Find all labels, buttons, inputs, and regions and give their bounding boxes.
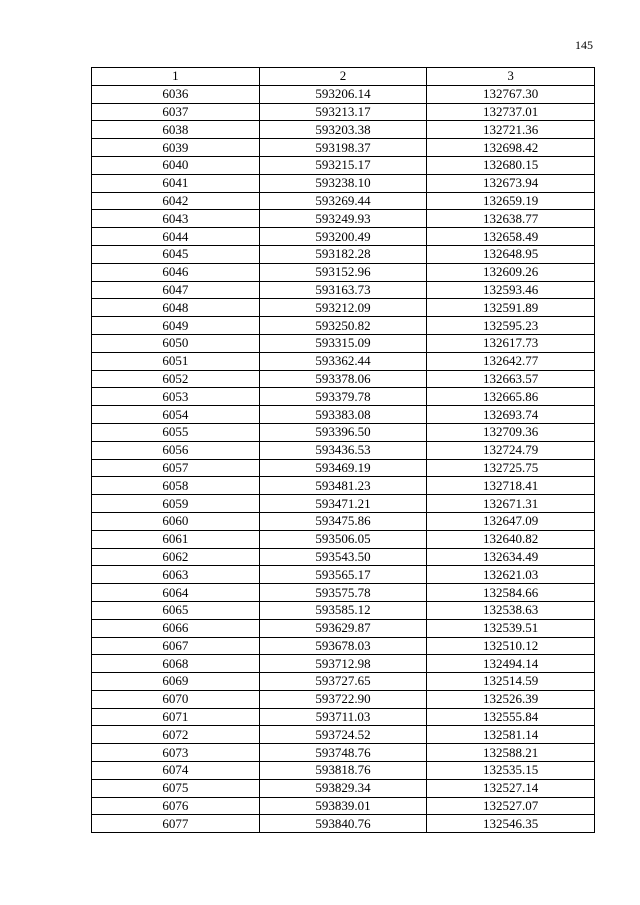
table-row bbox=[92, 584, 595, 602]
table-cell: 6044 bbox=[92, 228, 260, 246]
table-row bbox=[92, 352, 595, 370]
table-cell: 6059 bbox=[92, 495, 260, 513]
table-row bbox=[92, 673, 595, 691]
table-cell: 593200.49 bbox=[259, 228, 427, 246]
table-cell: 6069 bbox=[92, 673, 260, 691]
column-header-2: 2 bbox=[259, 68, 427, 86]
table-cell: 132680.15 bbox=[427, 156, 595, 174]
table-cell: 132510.12 bbox=[427, 637, 595, 655]
table-cell: 593383.08 bbox=[259, 406, 427, 424]
table-cell: 6057 bbox=[92, 459, 260, 477]
table-row bbox=[92, 530, 595, 548]
table-cell: 6046 bbox=[92, 263, 260, 281]
table-cell: 6066 bbox=[92, 619, 260, 637]
table-cell: 593212.09 bbox=[259, 299, 427, 317]
table-cell: 593829.34 bbox=[259, 779, 427, 797]
table-cell: 593840.76 bbox=[259, 815, 427, 833]
table-cell: 593585.12 bbox=[259, 601, 427, 619]
table-row bbox=[92, 317, 595, 335]
table-cell: 6054 bbox=[92, 406, 260, 424]
table-cell: 593250.82 bbox=[259, 317, 427, 335]
table-cell: 132693.74 bbox=[427, 406, 595, 424]
table-cell: 6045 bbox=[92, 245, 260, 263]
table-row bbox=[92, 228, 595, 246]
table-row bbox=[92, 423, 595, 441]
table-row bbox=[92, 566, 595, 584]
table-row bbox=[92, 103, 595, 121]
table-cell: 593436.53 bbox=[259, 441, 427, 459]
table-cell: 593378.06 bbox=[259, 370, 427, 388]
table-cell: 132617.73 bbox=[427, 334, 595, 352]
table-row bbox=[92, 299, 595, 317]
table-cell: 132648.95 bbox=[427, 245, 595, 263]
table-row bbox=[92, 548, 595, 566]
table-cell: 6058 bbox=[92, 477, 260, 495]
table-cell: 6036 bbox=[92, 85, 260, 103]
table-cell: 132527.14 bbox=[427, 779, 595, 797]
table-cell: 6041 bbox=[92, 174, 260, 192]
table-cell: 132535.15 bbox=[427, 762, 595, 780]
table-cell: 132494.14 bbox=[427, 655, 595, 673]
table-row bbox=[92, 477, 595, 495]
table-row bbox=[92, 726, 595, 744]
table-cell: 593269.44 bbox=[259, 192, 427, 210]
table-row bbox=[92, 815, 595, 833]
table-cell: 593238.10 bbox=[259, 174, 427, 192]
table-cell: 593198.37 bbox=[259, 139, 427, 157]
table-cell: 593475.86 bbox=[259, 512, 427, 530]
table-cell: 132709.36 bbox=[427, 423, 595, 441]
table-cell: 132539.51 bbox=[427, 619, 595, 637]
table-cell: 6065 bbox=[92, 601, 260, 619]
table-cell: 593471.21 bbox=[259, 495, 427, 513]
table-cell: 593712.98 bbox=[259, 655, 427, 673]
table-row bbox=[92, 708, 595, 726]
table-cell: 593575.78 bbox=[259, 584, 427, 602]
table-cell: 593818.76 bbox=[259, 762, 427, 780]
table-row bbox=[92, 762, 595, 780]
table-cell: 6040 bbox=[92, 156, 260, 174]
table-cell: 6050 bbox=[92, 334, 260, 352]
table-row bbox=[92, 406, 595, 424]
table-cell: 593727.65 bbox=[259, 673, 427, 691]
table-row bbox=[92, 495, 595, 513]
table-cell: 593481.23 bbox=[259, 477, 427, 495]
table-cell: 6051 bbox=[92, 352, 260, 370]
table-cell: 6074 bbox=[92, 762, 260, 780]
table-cell: 132737.01 bbox=[427, 103, 595, 121]
table-row bbox=[92, 388, 595, 406]
table-cell: 132591.89 bbox=[427, 299, 595, 317]
coordinates-table bbox=[91, 67, 595, 833]
table-cell: 593506.05 bbox=[259, 530, 427, 548]
table-cell: 132593.46 bbox=[427, 281, 595, 299]
table-cell: 6077 bbox=[92, 815, 260, 833]
table-row bbox=[92, 85, 595, 103]
table-cell: 132673.94 bbox=[427, 174, 595, 192]
table-cell: 593839.01 bbox=[259, 797, 427, 815]
table-row bbox=[92, 121, 595, 139]
table-cell: 6053 bbox=[92, 388, 260, 406]
table-cell: 132642.77 bbox=[427, 352, 595, 370]
table-row bbox=[92, 637, 595, 655]
table-cell: 6073 bbox=[92, 744, 260, 762]
table-cell: 132671.31 bbox=[427, 495, 595, 513]
table-row bbox=[92, 281, 595, 299]
table-cell: 132555.84 bbox=[427, 708, 595, 726]
table-row bbox=[92, 156, 595, 174]
table-cell: 6067 bbox=[92, 637, 260, 655]
table-cell: 593362.44 bbox=[259, 352, 427, 370]
page-number: 145 bbox=[575, 38, 593, 52]
table-row bbox=[92, 690, 595, 708]
table-cell: 132546.35 bbox=[427, 815, 595, 833]
table-cell: 132698.42 bbox=[427, 139, 595, 157]
table-cell: 132595.23 bbox=[427, 317, 595, 335]
table-cell: 132659.19 bbox=[427, 192, 595, 210]
table-cell: 593724.52 bbox=[259, 726, 427, 744]
table-cell: 132647.09 bbox=[427, 512, 595, 530]
table-cell: 6043 bbox=[92, 210, 260, 228]
table-cell: 6063 bbox=[92, 566, 260, 584]
table-cell: 132538.63 bbox=[427, 601, 595, 619]
table-cell: 593152.96 bbox=[259, 263, 427, 281]
table-cell: 593748.76 bbox=[259, 744, 427, 762]
table-cell: 132658.49 bbox=[427, 228, 595, 246]
table-cell: 593722.90 bbox=[259, 690, 427, 708]
table-cell: 6061 bbox=[92, 530, 260, 548]
table-row bbox=[92, 797, 595, 815]
table-cell: 132718.41 bbox=[427, 477, 595, 495]
table-row bbox=[92, 459, 595, 477]
table-cell: 6068 bbox=[92, 655, 260, 673]
table-row bbox=[92, 139, 595, 157]
table-cell: 132638.77 bbox=[427, 210, 595, 228]
table-cell: 6048 bbox=[92, 299, 260, 317]
table-cell: 593379.78 bbox=[259, 388, 427, 406]
column-header-1: 1 bbox=[92, 68, 260, 86]
table-cell: 6055 bbox=[92, 423, 260, 441]
column-header-3: 3 bbox=[427, 68, 595, 86]
table-cell: 593678.03 bbox=[259, 637, 427, 655]
table-cell: 6038 bbox=[92, 121, 260, 139]
table-cell: 132527.07 bbox=[427, 797, 595, 815]
table-cell: 132665.86 bbox=[427, 388, 595, 406]
table-cell: 132621.03 bbox=[427, 566, 595, 584]
table-cell: 593206.14 bbox=[259, 85, 427, 103]
table-cell: 593469.19 bbox=[259, 459, 427, 477]
table-cell: 132767.30 bbox=[427, 85, 595, 103]
table-cell: 593396.50 bbox=[259, 423, 427, 441]
table-cell: 132588.21 bbox=[427, 744, 595, 762]
table-cell: 132663.57 bbox=[427, 370, 595, 388]
table-row bbox=[92, 655, 595, 673]
table-row bbox=[92, 441, 595, 459]
table-cell: 132514.59 bbox=[427, 673, 595, 691]
table-row bbox=[92, 263, 595, 281]
table-cell: 6064 bbox=[92, 584, 260, 602]
table-cell: 132581.14 bbox=[427, 726, 595, 744]
table-cell: 593629.87 bbox=[259, 619, 427, 637]
table-row bbox=[92, 370, 595, 388]
table-body bbox=[92, 85, 595, 832]
table-cell: 6049 bbox=[92, 317, 260, 335]
table-row bbox=[92, 174, 595, 192]
table-cell: 593203.38 bbox=[259, 121, 427, 139]
table-row bbox=[92, 210, 595, 228]
table-row bbox=[92, 601, 595, 619]
table-cell: 6056 bbox=[92, 441, 260, 459]
table-cell: 593249.93 bbox=[259, 210, 427, 228]
table-cell: 593543.50 bbox=[259, 548, 427, 566]
table-cell: 132724.79 bbox=[427, 441, 595, 459]
table-cell: 132526.39 bbox=[427, 690, 595, 708]
table-row bbox=[92, 744, 595, 762]
table-row bbox=[92, 192, 595, 210]
table-header-row bbox=[92, 68, 595, 86]
table-cell: 6042 bbox=[92, 192, 260, 210]
table-cell: 6047 bbox=[92, 281, 260, 299]
table-row bbox=[92, 334, 595, 352]
table-cell: 6076 bbox=[92, 797, 260, 815]
table-cell: 132640.82 bbox=[427, 530, 595, 548]
table-cell: 593182.28 bbox=[259, 245, 427, 263]
table-row bbox=[92, 619, 595, 637]
table-cell: 593213.17 bbox=[259, 103, 427, 121]
table-cell: 6072 bbox=[92, 726, 260, 744]
table-cell: 593163.73 bbox=[259, 281, 427, 299]
table-cell: 6037 bbox=[92, 103, 260, 121]
table-cell: 6062 bbox=[92, 548, 260, 566]
table-cell: 6075 bbox=[92, 779, 260, 797]
table-cell: 132634.49 bbox=[427, 548, 595, 566]
table-cell: 6070 bbox=[92, 690, 260, 708]
table-cell: 593565.17 bbox=[259, 566, 427, 584]
table-cell: 132721.36 bbox=[427, 121, 595, 139]
table-row bbox=[92, 779, 595, 797]
table-cell: 593711.03 bbox=[259, 708, 427, 726]
table-row bbox=[92, 512, 595, 530]
table-cell: 6071 bbox=[92, 708, 260, 726]
table-cell: 132609.26 bbox=[427, 263, 595, 281]
table-cell: 6039 bbox=[92, 139, 260, 157]
table-cell: 132725.75 bbox=[427, 459, 595, 477]
table-cell: 593215.17 bbox=[259, 156, 427, 174]
table-cell: 593315.09 bbox=[259, 334, 427, 352]
table-cell: 132584.66 bbox=[427, 584, 595, 602]
table-cell: 6060 bbox=[92, 512, 260, 530]
table-row bbox=[92, 245, 595, 263]
table-cell: 6052 bbox=[92, 370, 260, 388]
